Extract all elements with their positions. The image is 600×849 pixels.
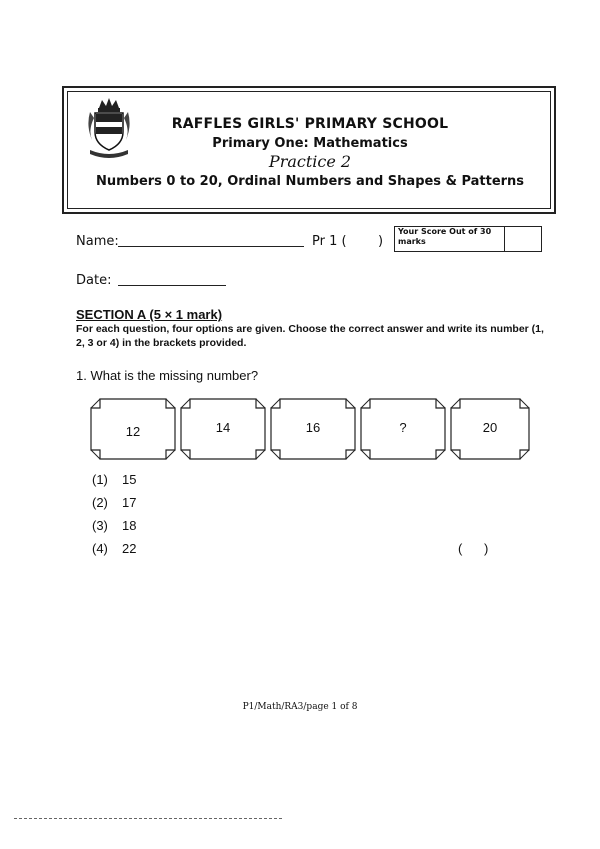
sequence-card [90, 398, 176, 460]
question-1-text: 1. What is the missing number? [76, 368, 259, 383]
option-value: 18 [122, 518, 137, 533]
subject-title: Primary One: Mathematics [212, 136, 408, 151]
option-number: (1) [92, 472, 108, 487]
bottom-divider [14, 818, 282, 819]
sequence-value: 16 [305, 420, 321, 435]
sequence-card [180, 398, 266, 460]
class-close-paren: ) [378, 234, 384, 249]
school-name: RAFFLES GIRLS' PRIMARY SCHOOL [171, 116, 449, 132]
date-label: Date: [76, 273, 112, 288]
option-value: 17 [122, 495, 137, 510]
sequence-value: 12 [125, 424, 141, 439]
option-4 [92, 541, 136, 556]
section-a-title: SECTION A (5 × 1 mark) [76, 307, 223, 322]
sequence-card [270, 398, 356, 460]
option-2 [92, 495, 136, 510]
score-divider [504, 226, 505, 252]
topics-title: Numbers 0 to 20, Ordinal Numbers and Shapes & Patterns [95, 174, 525, 189]
answer-bracket[interactable]: ( ) [458, 541, 489, 556]
score-label: Your Score Out of 30 marks [398, 227, 492, 246]
sequence-card [450, 398, 530, 460]
option-value: 22 [122, 541, 137, 556]
page-footer: P1/Math/RA3/page 1 of 8 [242, 702, 358, 712]
option-number: (3) [92, 518, 108, 533]
option-number: (4) [92, 541, 108, 556]
sequence-value: 20 [482, 420, 498, 435]
section-a-instructions: For each question, four options are given. Choose the correct answer and write its number (1, 2, 3 or 4) in the brackets provided. [76, 323, 544, 349]
option-value: 15 [122, 472, 137, 487]
sequence-card [360, 398, 446, 460]
date-field[interactable] [118, 285, 226, 286]
option-1 [92, 472, 136, 487]
option-number: (2) [92, 495, 108, 510]
school-crest-icon [86, 96, 132, 160]
class-label: Pr 1 ( [312, 234, 347, 249]
name-label: Name: [76, 234, 119, 249]
sequence-missing-value: ? [399, 420, 407, 435]
practice-label: Practice 2 [268, 152, 352, 171]
name-field[interactable] [118, 246, 304, 247]
option-3 [92, 518, 136, 533]
number-sequence [90, 398, 530, 460]
sequence-value: 14 [215, 420, 231, 435]
